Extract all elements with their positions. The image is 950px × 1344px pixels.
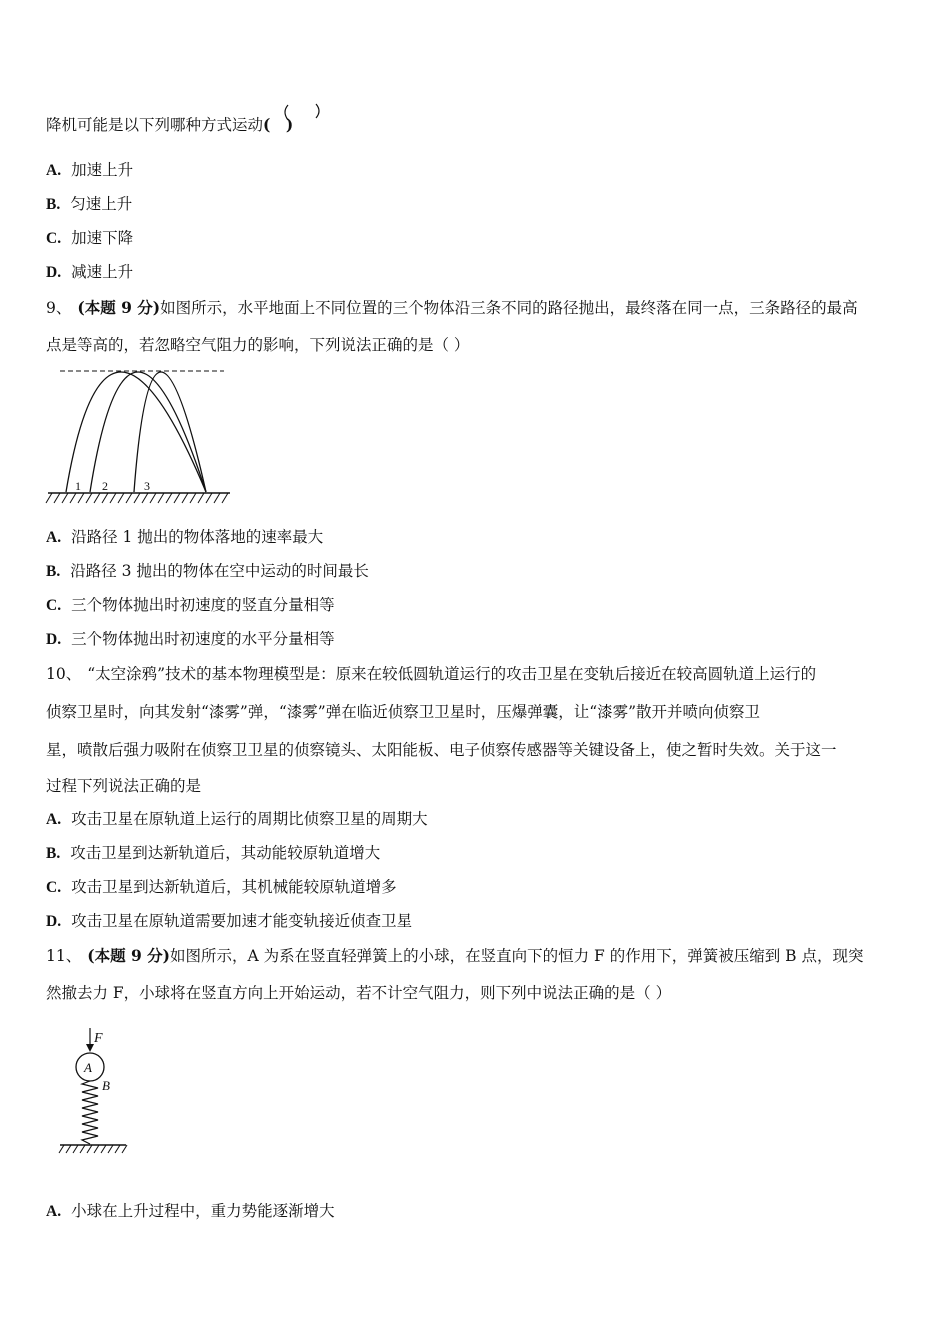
q11-label-f: F: [94, 1031, 103, 1046]
q11-stem-line1: 11、 (本题 9 分)如图所示，A 为系在竖直轻弹簧上的小球，在竖直向下的恒力 F 的作用下，弹簧被压缩到 B 点，现突: [46, 946, 864, 965]
q8-option-b[interactable]: B. 匀速上升: [46, 195, 133, 213]
q11-label-a: A: [84, 1060, 92, 1075]
q9-stem-line1: 9、 (本题 9 分)如图所示，水平地面上不同位置的三个物体沿三条不同的路径抛出，最终落在同一点，三条路径的最高: [46, 298, 858, 317]
q11-option-a[interactable]: A. 小球在上升过程中，重力势能逐渐增大: [46, 1202, 335, 1220]
q9-number: 9、: [46, 299, 72, 317]
q9-label-2: 2: [102, 479, 108, 493]
q10-stem-line2: 侦察卫星时，向其发射“漆雾”弹，“漆雾”弹在临近侦察卫卫星时，压爆弹囊，让“漆雾”散开并喷向侦察卫: [46, 703, 761, 721]
q9-score: (本题 9 分): [77, 298, 161, 317]
q11-number: 11、: [46, 947, 82, 965]
q10-option-d[interactable]: D. 攻击卫星在原轨道需要加速才能变轨接近侦查卫星: [46, 912, 413, 930]
q10-option-b[interactable]: B. 攻击卫星到达新轨道后，其动能较原轨道增大: [46, 844, 381, 862]
q10-stem-line4: 过程下列说法正确的是: [46, 777, 202, 795]
q9-option-b[interactable]: B. 沿路径 3 抛出的物体在空中运动的时间最长: [46, 562, 369, 580]
q8-answer-paren: ( ): [263, 115, 294, 134]
q11-score: (本题 9 分): [87, 946, 170, 965]
q9-label-3: 3: [144, 479, 150, 493]
q8-stem-text: 降机可能是以下列哪种方式运动: [46, 116, 264, 134]
q11-stem-line2: 然撤去力 F，小球将在竖直方向上开始运动，若不计空气阻力，则下列中说法正确的是（ ）: [46, 984, 672, 1002]
q8-paren-scan-mark: [280, 102, 326, 128]
q10-stem-line3: 星，喷散后强力吸附在侦察卫卫星的侦察镜头、太阳能板、电子侦察传感器等关键设备上，使之暂时失效。关于这一: [46, 741, 837, 759]
q10-stem-line1: 10、 “太空涂鸦”技术的基本物理模型是：原来在较低圆轨道运行的攻击卫星在变轨后接近在较高圆轨道上运行的: [46, 665, 817, 683]
q9-option-a[interactable]: A. 沿路径 1 抛出的物体落地的速率最大: [46, 528, 324, 546]
q9-ground-hatch: [46, 493, 228, 503]
q8-option-d[interactable]: D. 减速上升: [46, 263, 134, 281]
q11-spring-figure: [56, 1024, 136, 1156]
q10-option-a[interactable]: A. 攻击卫星在原轨道上运行的周期比侦察卫星的周期大: [46, 810, 428, 828]
q8-stem-tail: [46, 115, 293, 135]
q10-number: 10、: [46, 665, 82, 683]
q8-option-c[interactable]: C. 加速下降: [46, 229, 134, 247]
q11-ground-hatch: [59, 1145, 127, 1153]
q9-trajectory-figure: [46, 362, 232, 506]
q9-option-c[interactable]: C. 三个物体抛出时初速度的竖直分量相等: [46, 596, 335, 614]
q9-label-1: 1: [75, 479, 81, 493]
q9-path-3: [134, 372, 206, 492]
q11-label-b: B: [102, 1078, 110, 1093]
q9-stem-line2: 点是等高的，若忽略空气阻力的影响，下列说法正确的是（ ）: [46, 336, 470, 354]
q10-option-c[interactable]: C. 攻击卫星到达新轨道后，其机械能较原轨道增多: [46, 878, 397, 896]
q11-spring: [82, 1081, 98, 1144]
q9-option-d[interactable]: D. 三个物体抛出时初速度的水平分量相等: [46, 630, 335, 648]
q8-option-a[interactable]: A. 加速上升: [46, 161, 134, 179]
